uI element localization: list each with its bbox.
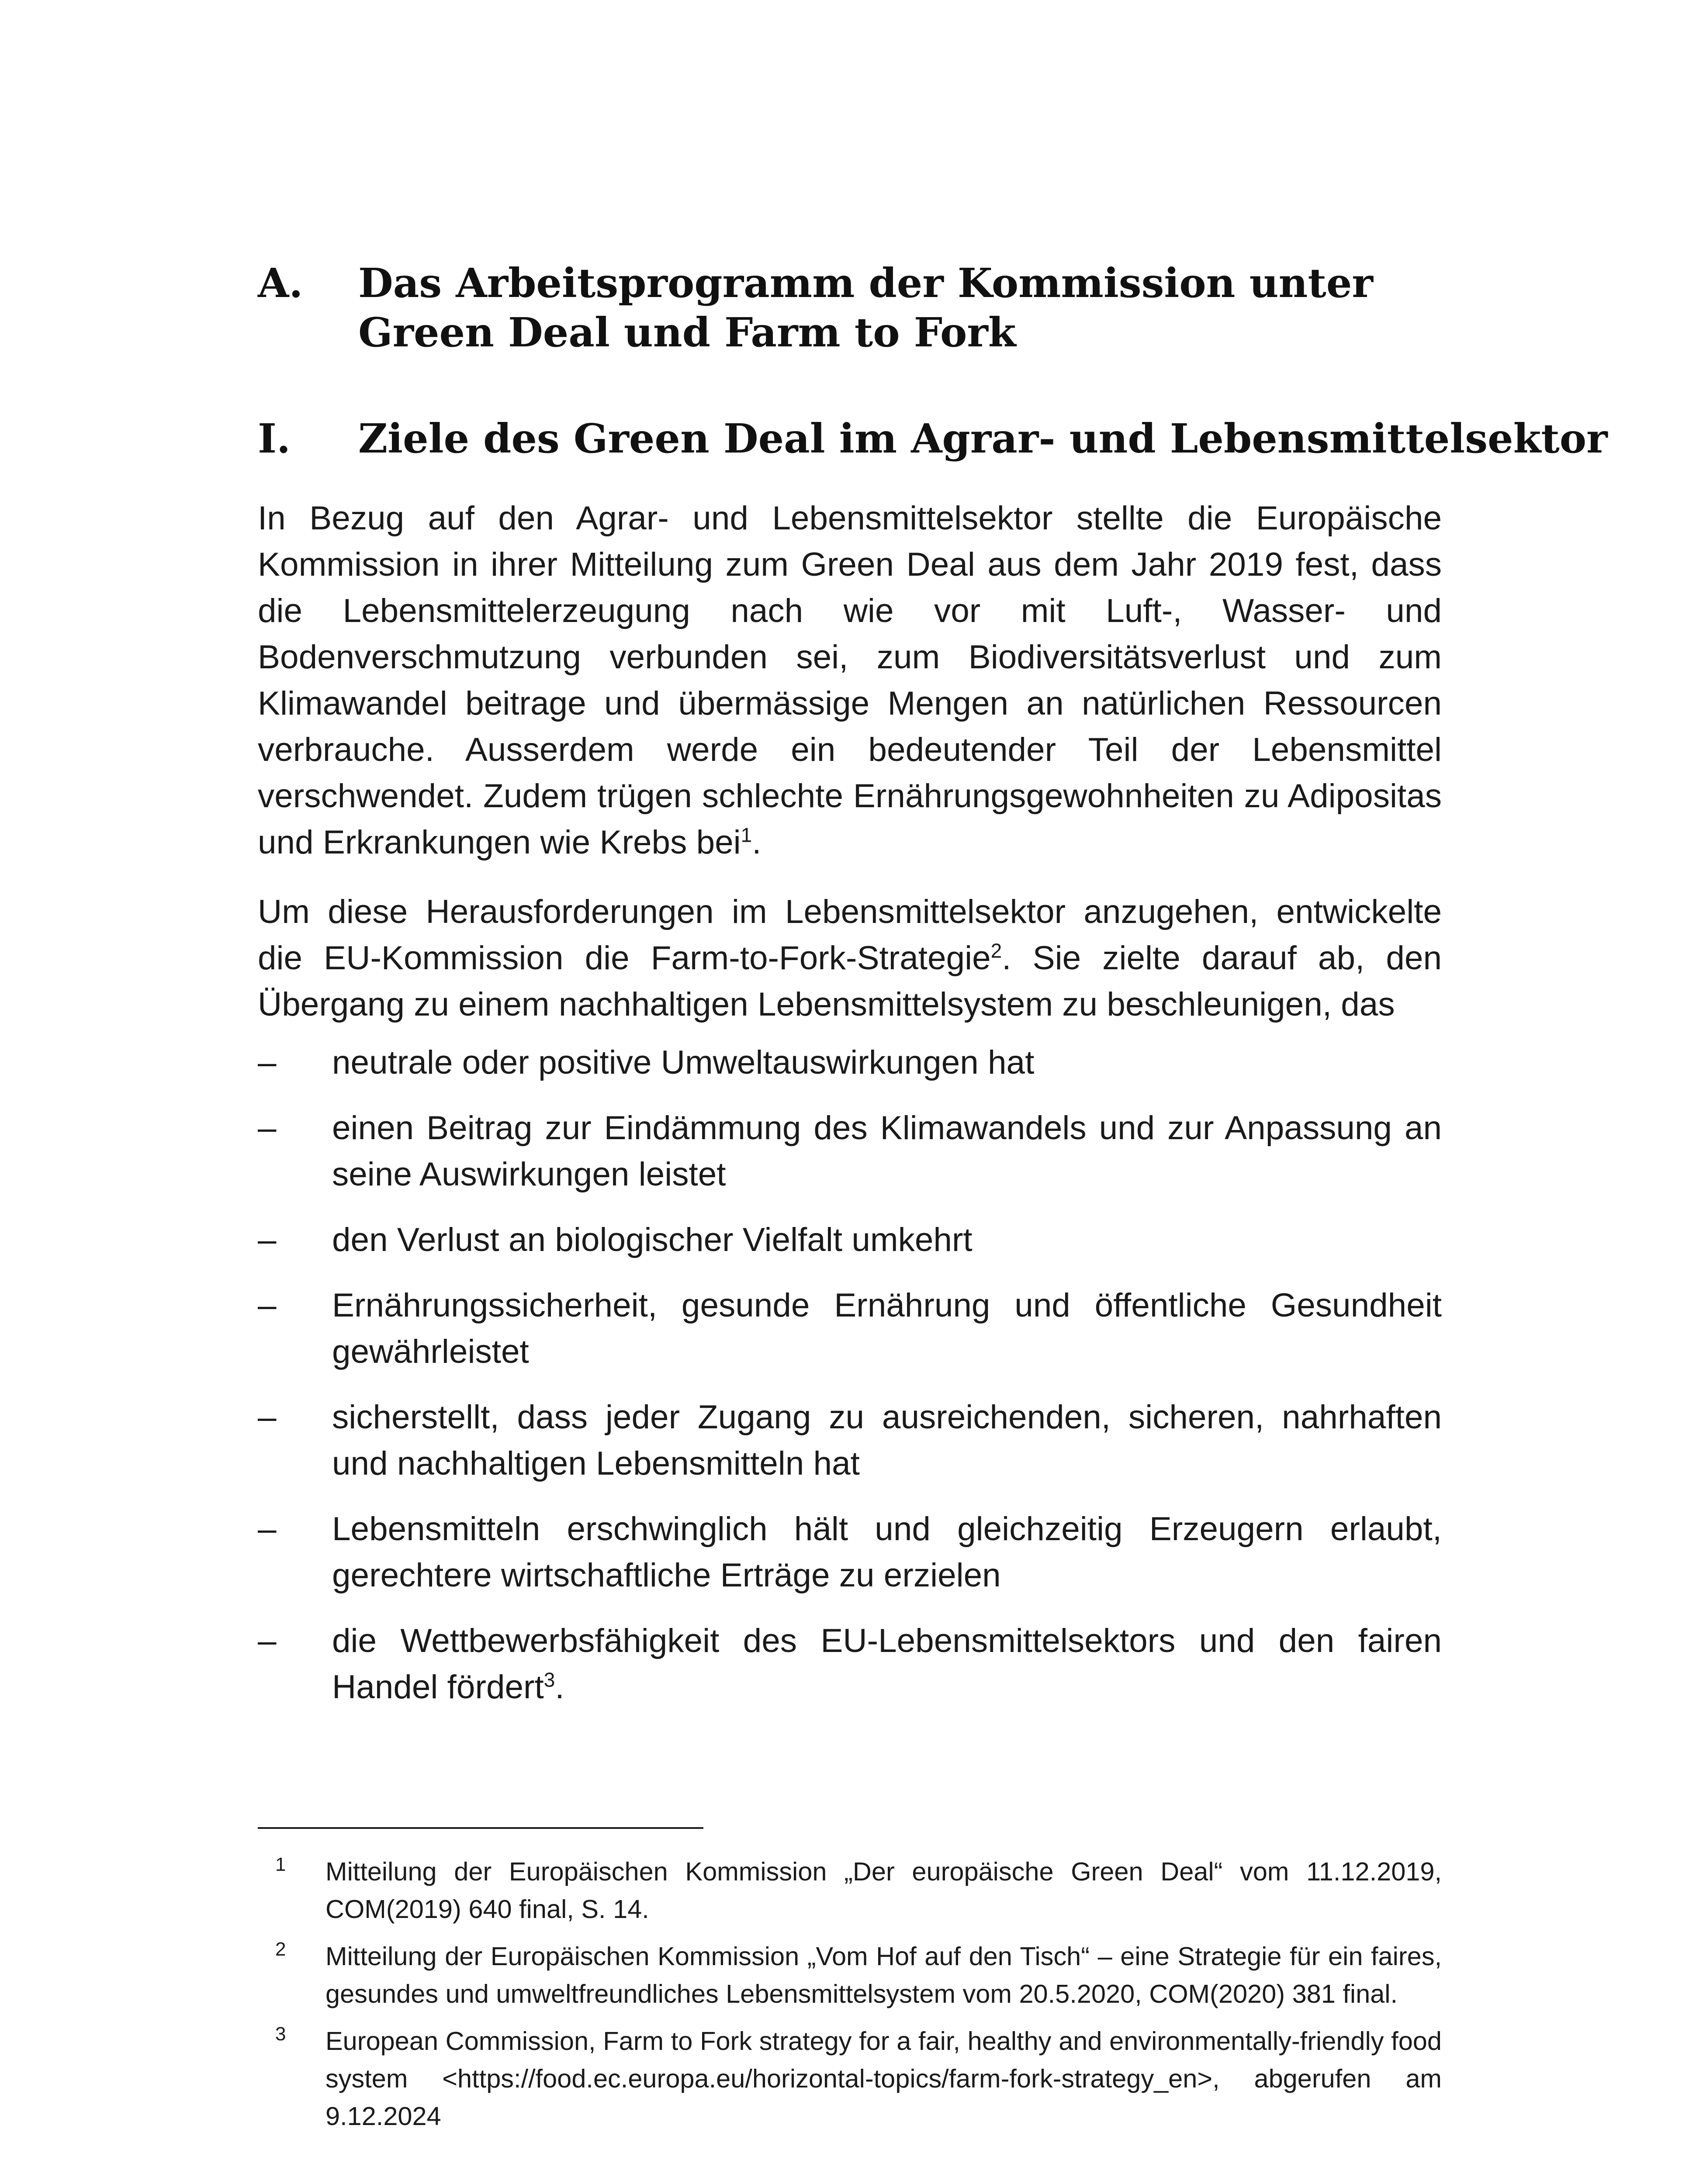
- footnote-text: Mitteilung der Europäischen Kommission „Der europäische Green Deal“ vom 11.12.2019, COM(2019) 640 final, S. 14.: [325, 1857, 1442, 1924]
- list-item: [258, 1394, 1442, 1487]
- list-item: [258, 1282, 1442, 1375]
- list-item: [258, 1040, 1442, 1086]
- dash-bullet: –: [258, 1287, 277, 1324]
- list-item: [258, 1105, 1442, 1198]
- dash-bullet: –: [258, 1109, 277, 1147]
- footnote-text: European Commission, Farm to Fork strategy for a fair, healthy and environmentally-friendly food system <https://food.ec.europa.eu/horizontal-topics/farm-fork-strategy_en>, abgerufen am 9.12.2024: [325, 2026, 1442, 2131]
- paragraph-1-text: In Bezug auf den Agrar- und Lebensmittelsektor stellte die Europäische Kommission in ihrer Mitteilung zum Green Deal aus dem Jahr 2019 fest, dass die Lebensmittelerzeugung nach wie vor mit Luft-, Wasser- und Bodenverschmutzung verbunden sei, zum Biodiversitätsverlust und zum Klimawandel beitrage und übermässige Mengen an natürlichen Ressourcen verbrauche. Ausserdem werde ein bedeutender Teil der Lebensmittel verschwendet. Zudem trügen schlechte Ernährungsgewohnheiten zu Adipositas und Erkrankungen wie Krebs bei: [258, 500, 1442, 861]
- footnote-separator: [258, 1827, 703, 1829]
- list-item-text: Lebensmitteln erschwinglich hält und gleichzeitig Erzeugern erlaubt, gerechtere wirtschaftliche Erträge zu erzielen: [332, 1510, 1442, 1594]
- subsection-heading-i: [258, 414, 1608, 467]
- subsection-title-i: Ziele des Green Deal im Agrar- und Lebensmittelsektor: [358, 415, 1608, 462]
- dash-bullet: –: [258, 1399, 277, 1436]
- list-item-text: sicherstellt, dass jeder Zugang zu ausreichenden, sicheren, nahrhaften und nachhaltigen Lebensmitteln hat: [332, 1399, 1442, 1482]
- dash-bullet: –: [258, 1510, 277, 1548]
- subsection-number-i: I.: [258, 415, 291, 462]
- list-item-text: den Verlust an biologischer Vielfalt umkehrt: [332, 1221, 973, 1258]
- section-title-a: Das Arbeitsprogramm der Kommission unter Green Deal und Farm to Fork: [358, 259, 1373, 356]
- list-item: [258, 1506, 1442, 1599]
- paragraph-1-end: .: [752, 824, 762, 861]
- body-paragraph-2: [258, 889, 1442, 1028]
- footnote-1: [258, 1853, 1442, 1928]
- body-paragraph-1: [258, 495, 1442, 866]
- section-number-a: A.: [258, 259, 303, 307]
- footnote-ref-3[interactable]: 3: [543, 1668, 555, 1691]
- footnotes: [258, 1853, 1442, 2145]
- goal-list: [258, 1040, 1442, 1730]
- footnote-text: Mitteilung der Europäischen Kommission „Vom Hof auf den Tisch“ – eine Strategie für ein faires, gesundes und umweltfreundliches Lebensmittelsystem vom 20.5.2020, COM(2020) 381 final.: [325, 1942, 1442, 2008]
- footnote-number: 2: [275, 1939, 286, 1960]
- footnote-3: [258, 2022, 1442, 2135]
- list-item-text: einen Beitrag zur Eindämmung des Klimawandels und zur Anpassung an seine Auswirkungen leistet: [332, 1109, 1442, 1193]
- footnote-ref-2[interactable]: 2: [990, 939, 1002, 962]
- list-item-text: Ernährungssicherheit, gesunde Ernährung und öffentliche Gesundheit gewährleistet: [332, 1287, 1442, 1370]
- list-item-end: .: [555, 1669, 564, 1706]
- footnote-2: [258, 1938, 1442, 2013]
- footnote-number: 1: [275, 1854, 286, 1875]
- footnote-ref-1[interactable]: 1: [741, 823, 752, 847]
- dash-bullet: –: [258, 1221, 277, 1258]
- list-item-text: die Wettbewerbsfähigkeit des EU-Lebensmittelsektors und den fairen Handel fördert: [332, 1622, 1442, 1706]
- list-item: [258, 1217, 1442, 1263]
- paragraph-2-text-after: . Sie zielte darauf ab, den Übergang zu einem nachhaltigen Lebensmittelsystem zu beschleunigen, das: [258, 940, 1442, 1023]
- list-item: [258, 1618, 1442, 1711]
- footnote-number: 3: [275, 2023, 286, 2045]
- dash-bullet: –: [258, 1622, 277, 1659]
- paragraph-2-text-before: Um diese Herausforderungen im Lebensmittelsektor anzugehen, entwickelte die EU-Kommission die Farm-to-Fork-Strategie: [258, 893, 1442, 977]
- dash-bullet: –: [258, 1044, 277, 1081]
- list-item-text: neutrale oder positive Umweltauswirkungen hat: [332, 1044, 1035, 1081]
- section-heading-a: [258, 259, 1455, 363]
